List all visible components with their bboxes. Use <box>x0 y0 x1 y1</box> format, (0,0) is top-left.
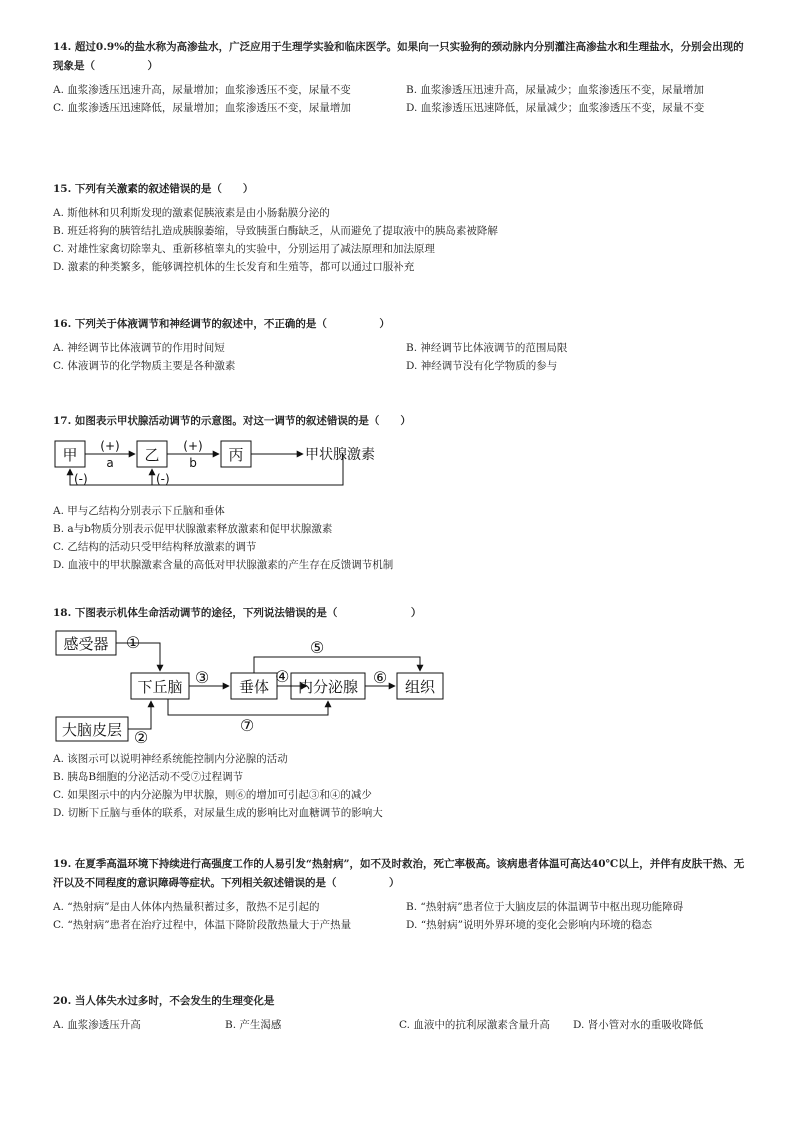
hypothalamus-label: 下丘脑 <box>137 678 183 696</box>
question-17-options <box>53 502 753 574</box>
question-15-options <box>53 204 753 276</box>
option-b[interactable]: B. 神经调节比体液调节的范围局限 <box>406 342 568 354</box>
question-18-stem: 18. 下图表示机体生命活动调节的途径，下列说法错误的是（ ） <box>53 607 422 619</box>
option-b[interactable]: B. a与b物质分别表示促甲状腺激素释放激素和促甲状腺激素 <box>53 523 333 535</box>
num-3: ③ <box>194 668 210 687</box>
option-c[interactable]: C. “热射病”患者在治疗过程中，体温下降阶段散热量大于产热量 <box>53 919 352 931</box>
pituitary-label: 垂体 <box>238 678 270 696</box>
option-d[interactable]: D. 血液中的甲状腺激素含量的高低对甲状腺激素的产生存在反馈调节机制 <box>53 559 394 571</box>
life-regulation-diagram <box>53 627 753 748</box>
regulation-diagram-svg <box>53 627 453 745</box>
question-14-options <box>53 81 753 117</box>
question-19-options <box>53 898 753 934</box>
question-16-options <box>53 339 753 375</box>
question-14 <box>53 38 753 117</box>
plus-label-1: (+) <box>100 439 120 453</box>
option-c[interactable]: C. 血液中的抗利尿激素含量升高 <box>399 1019 550 1031</box>
option-d[interactable]: D. 血浆渗透压迅速降低，尿量减少；血浆渗透压不变，尿量不变 <box>406 102 705 114</box>
question-14-stem: 14. 超过0.9%的盐水称为高渗盐水，广泛应用于生理学实验和临床医学。如果向一只实验狗的颈动脉内分别灌注高渗盐水和生理盐水，分别会出现的现象是（ ） <box>53 41 744 72</box>
option-a[interactable]: A. 血浆渗透压迅速升高，尿量增加；血浆渗透压不变，尿量不变 <box>53 84 351 96</box>
question-16-stem: 16. 下列关于体液调节和神经调节的叙述中，不正确的是（ ） <box>53 318 390 330</box>
box-jia-label: 甲 <box>62 446 78 464</box>
minus-label-1: (-) <box>74 472 88 486</box>
endocrine-label: 内分泌腺 <box>297 678 359 696</box>
num-7: ⑦ <box>239 716 255 735</box>
option-b[interactable]: B. 血浆渗透压迅速升高，尿量减少；血浆渗透压不变，尿量增加 <box>406 84 704 96</box>
option-c[interactable]: C. 如果图示中的内分泌腺为甲状腺，则⑥的增加可引起③和④的减少 <box>53 789 372 801</box>
box-yi-label: 乙 <box>144 446 160 464</box>
question-19 <box>53 855 753 934</box>
question-19-stem: 19. 在夏季高温环境下持续进行高强度工作的人易引发“热射病”，如不及时救治，死亡率极高。该病患者体温可高达40℃以上，并伴有皮肤干热、无汗以及不同程度的意识障碍等症状。下列相关叙述错误的是（ ） <box>53 858 745 889</box>
option-d[interactable]: D. “热射病”说明外界环境的变化会影响内环境的稳态 <box>406 919 652 931</box>
option-a[interactable]: A. 该图示可以说明神经系统能控制内分泌腺的活动 <box>53 753 288 765</box>
question-15-stem: 15. 下列有关激素的叙述错误的是（ ） <box>53 183 254 195</box>
option-a[interactable]: A. 神经调节比体液调节的作用时间短 <box>53 342 225 354</box>
arrow-7 <box>168 699 328 715</box>
plus-label-2: (+) <box>183 439 203 453</box>
num-4: ④ <box>275 667 290 686</box>
option-d[interactable]: D. 切断下丘脑与垂体的联系，对尿量生成的影响比对血糖调节的影响大 <box>53 807 383 819</box>
label-b: b <box>189 456 197 470</box>
option-c[interactable]: C. 对雄性家禽切除睾丸、重新移植睾丸的实验中，分别运用了减法原理和加法原理 <box>53 243 435 255</box>
question-18 <box>53 604 753 822</box>
num-6: ⑥ <box>372 668 388 687</box>
question-17 <box>53 412 753 574</box>
minus-label-2: (-) <box>156 472 170 486</box>
output-label: 甲状腺激素 <box>305 447 375 463</box>
thyroid-regulation-diagram <box>53 437 753 500</box>
option-a[interactable]: A. 血浆渗透压升高 <box>53 1019 141 1031</box>
tissue-label: 组织 <box>404 678 436 696</box>
option-d[interactable]: D. 神经调节没有化学物质的参与 <box>406 360 558 372</box>
option-a[interactable]: A. “热射病”是由人体体内热量积蓄过多，散热不足引起的 <box>53 901 320 913</box>
option-b[interactable]: B. 胰岛B细胞的分泌活动不受⑦过程调节 <box>53 771 244 783</box>
option-c[interactable]: C. 血浆渗透压迅速降低，尿量增加；血浆渗透压不变，尿量增加 <box>53 102 351 114</box>
num-1: ① <box>125 633 141 652</box>
num-5: ⑤ <box>309 638 325 657</box>
option-d[interactable]: D. 肾小管对水的重吸收降低 <box>573 1019 704 1031</box>
num-2: ② <box>133 728 149 745</box>
arrow-2 <box>128 701 151 729</box>
option-c[interactable]: C. 乙结构的活动只受甲结构释放激素的调节 <box>53 541 257 553</box>
option-b[interactable]: B. “热射病”患者位于大脑皮层的体温调节中枢出现功能障碍 <box>406 901 684 913</box>
cortex-label: 大脑皮层 <box>61 721 123 739</box>
label-a: a <box>106 456 114 470</box>
option-a[interactable]: A. 甲与乙结构分别表示下丘脑和垂体 <box>53 505 225 517</box>
thyroid-diagram-svg <box>53 437 413 497</box>
option-b[interactable]: B. 产生渴感 <box>225 1019 282 1031</box>
box-bing-label: 丙 <box>228 446 244 464</box>
question-16 <box>53 315 753 375</box>
question-20-stem: 20. 当人体失水过多时，不会发生的生理变化是 <box>53 995 275 1007</box>
question-20 <box>53 992 753 1034</box>
option-b[interactable]: B. 班廷将狗的胰管结扎造成胰腺萎缩，导致胰蛋白酶缺乏，从而避免了提取液中的胰岛素被降解 <box>53 225 498 237</box>
question-17-stem: 17. 如图表示甲状腺活动调节的示意图。对这一调节的叙述错误的是（ ） <box>53 415 411 427</box>
option-d[interactable]: D. 激素的种类繁多，能够调控机体的生长发育和生殖等，都可以通过口服补充 <box>53 261 415 273</box>
question-20-options <box>53 1016 753 1034</box>
receptor-label: 感受器 <box>63 635 109 653</box>
question-18-options <box>53 750 753 822</box>
question-15 <box>53 180 753 276</box>
option-a[interactable]: A. 斯他林和贝利斯发现的激素促胰液素是由小肠黏膜分泌的 <box>53 207 330 219</box>
option-c[interactable]: C. 体液调节的化学物质主要是各种激素 <box>53 360 236 372</box>
